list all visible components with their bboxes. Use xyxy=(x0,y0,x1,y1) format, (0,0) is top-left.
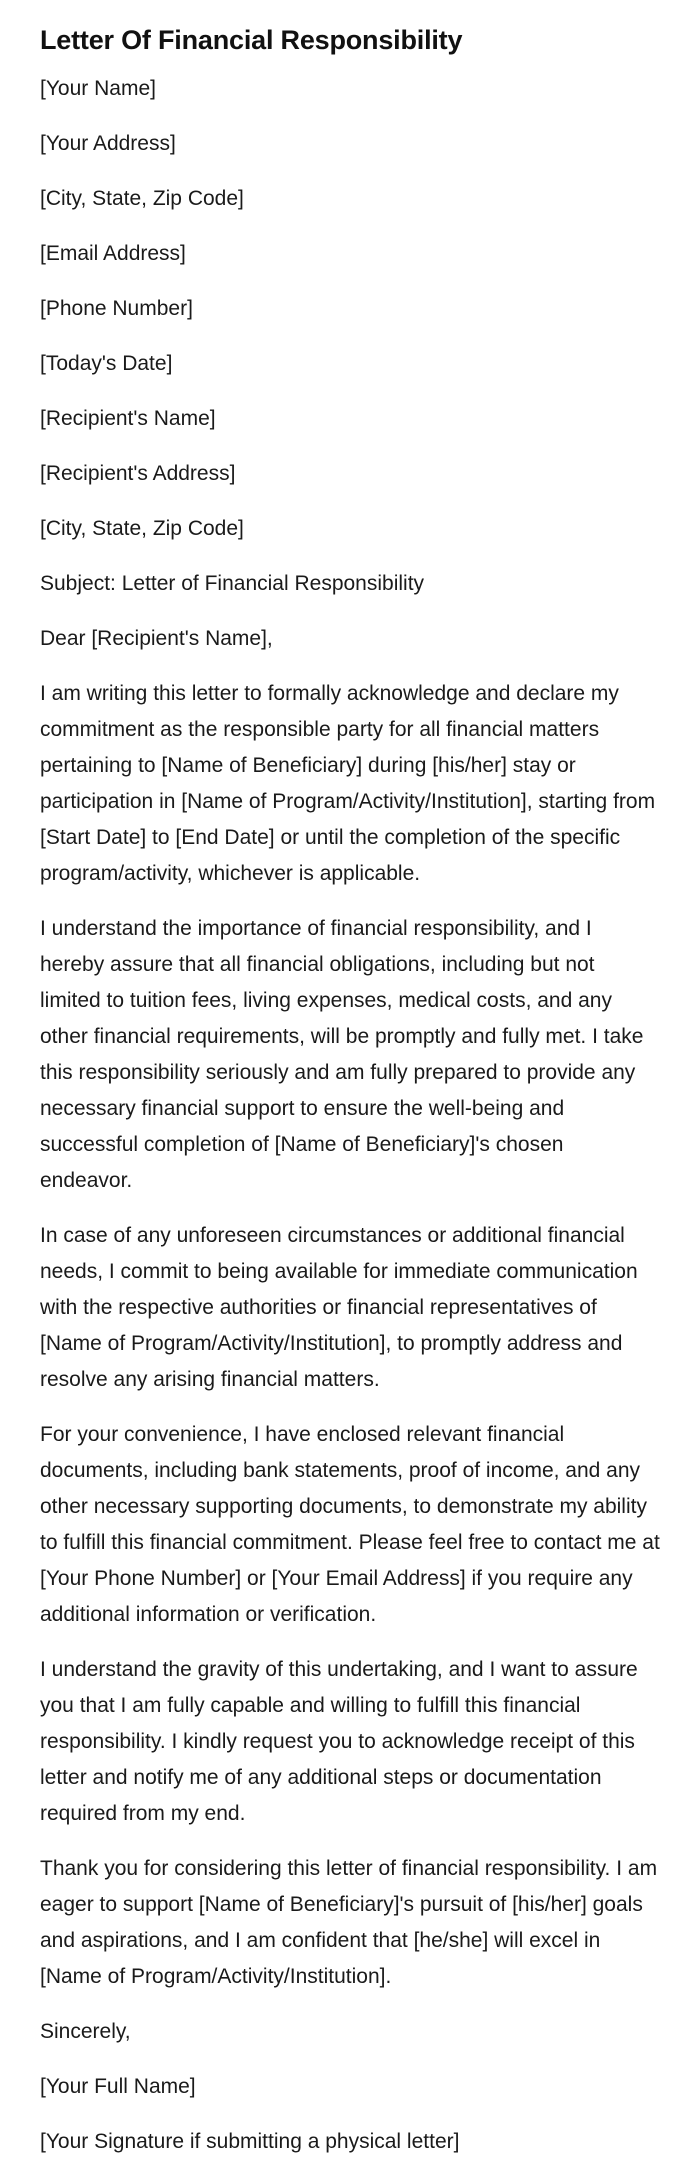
sender-phone: [Phone Number] xyxy=(40,297,193,320)
letter-date: [Today's Date] xyxy=(40,352,173,375)
signature-line: [Your Signature if submitting a physical letter] xyxy=(40,2130,460,2153)
full-name: [Your Full Name] xyxy=(40,2075,196,2098)
sender-city-state-zip: [City, State, Zip Code] xyxy=(40,187,244,210)
sender-email: [Email Address] xyxy=(40,242,186,265)
document-title: Letter Of Financial Responsibility xyxy=(40,25,463,55)
body-paragraph-6: Thank you for considering this letter of financial responsibility. I am eager to support [Name of Beneficiary]'s pursuit of [his/her] goals and aspirations, and I am confident that [he/she] will excel in [Name of Program/Activity/Institution]. xyxy=(40,1857,658,1988)
body-paragraph-1: I am writing this letter to formally acknowledge and declare my commitment as the responsible party for all financial matters pertaining to [Name of Beneficiary] during [his/her] stay or participation in [Name of Program/Activity/Institution], starting from [Start Date] to [End Date] or until the completion of the specific program/activity, whichever is applicable. xyxy=(40,682,656,885)
sender-name: [Your Name] xyxy=(40,77,156,100)
sender-address: [Your Address] xyxy=(40,132,176,155)
subject-line: Subject: Letter of Financial Responsibility xyxy=(40,572,425,595)
recipient-name: [Recipient's Name] xyxy=(40,407,216,430)
recipient-address: [Recipient's Address] xyxy=(40,462,236,485)
closing: Sincerely, xyxy=(40,2020,131,2043)
body-paragraph-5: I understand the gravity of this undertaking, and I want to assure you that I am fully capable and willing to fulfill this financial responsibility. I kindly request you to acknowledge receipt of this letter and notify me of any additional steps or documentation required from my end. xyxy=(40,1658,638,1825)
body-paragraph-3: In case of any unforeseen circumstances or additional financial needs, I commit to being available for immediate communication with the respective authorities or financial representatives of [Name of Program/Activity/Institution], to promptly address and resolve any arising financial matters. xyxy=(40,1224,638,1391)
salutation: Dear [Recipient's Name], xyxy=(40,627,273,650)
recipient-city-state-zip: [City, State, Zip Code] xyxy=(40,517,244,540)
body-paragraph-2: I understand the importance of financial responsibility, and I hereby assure that all financial obligations, including but not limited to tuition fees, living expenses, medical costs, and any other financial requirements, will be promptly and fully met. I take this responsibility seriously and am fully prepared to provide any necessary financial support to ensure the well-being and successful completion of [Name of Beneficiary]'s chosen endeavor. xyxy=(40,917,644,1192)
body-paragraph-4: For your convenience, I have enclosed relevant financial documents, including bank statements, proof of income, and any other necessary supporting documents, to demonstrate my ability to fulfill this financial commitment. Please feel free to contact me at [Your Phone Number] or [Your Email Address] if you require any additional information or verification. xyxy=(40,1423,660,1626)
